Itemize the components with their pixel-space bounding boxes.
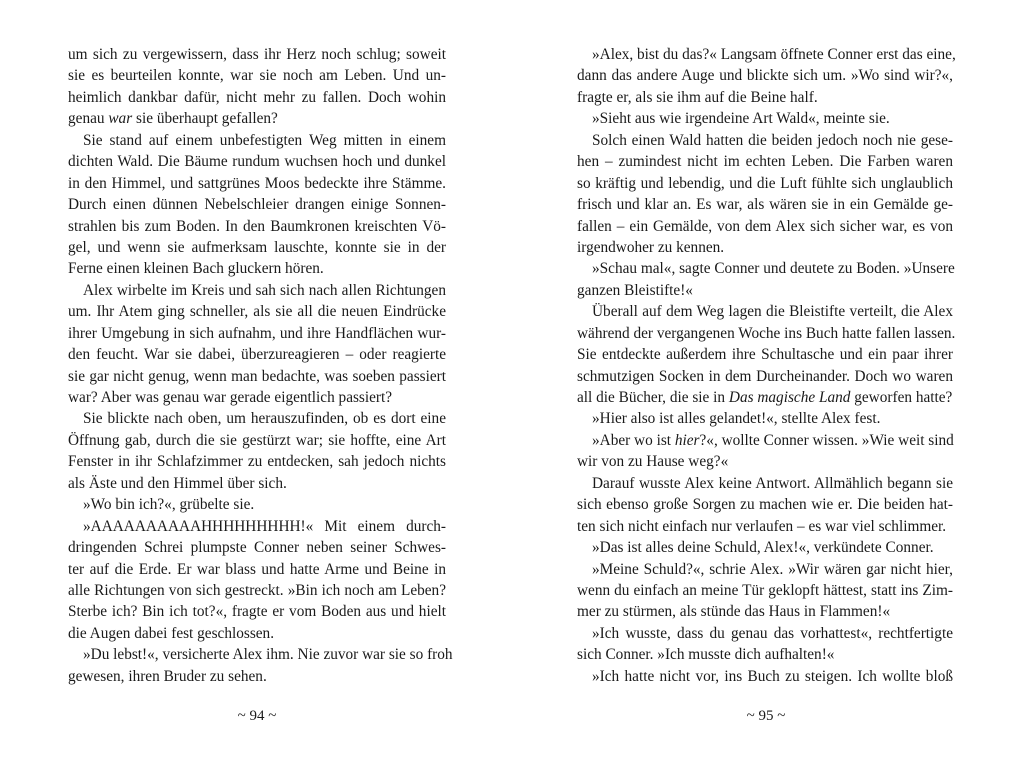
text-line xyxy=(577,366,953,387)
text-line xyxy=(68,108,446,129)
text-line xyxy=(577,237,953,258)
text-segment: frisch und klar an. Es war, als wären sie in ein Gemälde ge- xyxy=(577,196,953,214)
page-body-text xyxy=(577,44,956,687)
text-segment: so kräftig und lebendig, und die Luft fühlte sich unglaublich xyxy=(577,174,953,192)
text-segment: fragte er, als sie ihm auf die Beine half. xyxy=(577,88,818,106)
text-segment: ten sich nicht einfach nur verlaufen – es war viel schlimmer. xyxy=(577,517,947,535)
text-segment: die Augen dabei fest geschlossen. xyxy=(68,624,275,642)
text-segment: sie es beurteilen konnte, war sie noch am Leben. Und un- xyxy=(68,67,446,85)
text-line xyxy=(68,537,446,558)
text-segment: während der vergangenen Woche ins Buch hatte fallen lassen. xyxy=(577,324,956,342)
text-line xyxy=(68,494,446,515)
page-body-text xyxy=(68,44,453,687)
text-line xyxy=(577,387,953,408)
text-line xyxy=(577,516,953,537)
text-segment: all die Bücher, die sie in xyxy=(577,389,729,406)
text-line xyxy=(68,65,446,86)
text-segment: »Aber wo ist xyxy=(592,431,675,449)
text-segment: ter auf die Erde. Er war blass und hatte Arme und Beine in xyxy=(68,560,446,578)
text-segment: den feucht. War sie dabei, überzureagieren – oder reagierte xyxy=(68,346,446,364)
text-line xyxy=(68,516,446,537)
text-segment: Fenster in ihr Schlafzimmer zu entdecken, sah jedoch nichts xyxy=(68,453,446,471)
text-segment: Sie blickte nach oben, um herauszufinden, ob es dort eine xyxy=(83,410,446,428)
text-segment: Sterbe ich? Bin ich tot?«, fragte er vom Boden aus und hielt xyxy=(68,603,446,621)
text-segment: »Schau mal«, sagte Conner und deutete zu Boden. »Unsere xyxy=(592,260,955,278)
text-segment: irgendwoher zu kennen. xyxy=(577,238,725,256)
text-segment: schmutzigen Socken in dem Durcheinander. Doch wo waren xyxy=(577,367,953,385)
text-segment: in den Himmel, und sattgrünes Moos bedeckte ihre Stämme. xyxy=(68,174,446,192)
text-line xyxy=(577,494,953,515)
text-line xyxy=(577,87,953,108)
text-line xyxy=(577,151,953,172)
text-line xyxy=(577,44,956,65)
text-line xyxy=(68,44,446,65)
page-number: ~ 94 ~ xyxy=(237,708,277,724)
text-segment: Überall auf dem Weg lagen die Bleistifte verteilt, die Alex xyxy=(592,303,953,321)
text-segment: Durch einen dünnen Nebelschleier drangen einige Sonnen- xyxy=(68,196,446,214)
text-segment: »Ich wusste, dass du genau das vorhattest«, rechtfertigte xyxy=(592,624,953,642)
text-segment: strahlen bis zum Boden. In den Baumkronen kreischten Vö- xyxy=(68,217,446,235)
text-segment: »Du lebst!«, versicherte Alex ihm. Nie zuvor war sie so froh xyxy=(83,646,453,664)
text-line xyxy=(68,408,446,429)
text-line xyxy=(577,280,953,301)
text-line xyxy=(68,644,453,665)
text-line xyxy=(68,344,446,365)
text-line xyxy=(68,580,446,601)
text-segment: »Wo bin ich?«, grübelte sie. xyxy=(83,496,255,514)
text-line xyxy=(577,408,953,429)
text-line xyxy=(577,601,953,622)
text-segment: um sich zu vergewissern, dass ihr Herz noch schlug; soweit xyxy=(68,46,446,63)
text-line xyxy=(68,623,446,644)
text-line xyxy=(577,301,953,322)
text-line xyxy=(68,559,446,580)
text-segment: »Sieht aus wie irgendeine Art Wald«, meinte sie. xyxy=(592,110,890,128)
text-line xyxy=(68,366,446,387)
text-segment: dann das andere Auge und blickte sich um. »Wo sind wir?«, xyxy=(577,67,953,85)
text-segment: um. Ihr Atem ging schneller, als sie all die neuen Eindrücke xyxy=(68,303,446,321)
text-line xyxy=(68,237,446,258)
text-line xyxy=(577,666,953,687)
text-line xyxy=(68,430,446,451)
text-segment: gel, und wenn sie aufmerksam lauschte, konnte sie in der xyxy=(68,238,446,256)
text-segment: geworfen hatte? xyxy=(850,389,953,406)
text-segment: »Alex, bist du das?« Langsam öffnete Conner erst das eine, xyxy=(592,46,956,63)
text-segment: fallen – ein Gemälde, von dem Alex sich sicher war, es von xyxy=(577,217,953,235)
text-segment: »Das ist alles deine Schuld, Alex!«, verkündete Conner. xyxy=(592,539,934,557)
page-number: ~ 95 ~ xyxy=(746,708,786,724)
text-segment: sie gar nicht genug, wenn man bedachte, was soeben passiert xyxy=(68,367,446,385)
text-segment: hen – zumindest nicht im echten Leben. Die Farben waren xyxy=(577,153,953,171)
text-segment: sich ebenso große Sorgen zu machen wie er. Die beiden hat- xyxy=(577,496,953,514)
text-segment: wir von zu Hause weg?« xyxy=(577,453,729,471)
text-segment: war? Aber was genau war gerade eigentlich passiert? xyxy=(68,389,393,406)
text-line xyxy=(577,65,953,86)
text-line xyxy=(577,130,953,151)
text-line xyxy=(68,473,446,494)
text-line xyxy=(68,323,446,344)
text-line xyxy=(68,151,446,172)
text-line xyxy=(577,559,953,580)
text-line xyxy=(577,108,953,129)
text-segment: dringenden Schrei plumpste Conner neben seiner Schwes- xyxy=(68,539,446,557)
text-line xyxy=(577,344,953,365)
text-line xyxy=(68,87,446,108)
text-line xyxy=(68,301,446,322)
text-line xyxy=(577,644,953,665)
text-segment: Sie entdeckte außerdem ihre Schultasche und ein paar ihrer xyxy=(577,346,953,364)
text-line xyxy=(68,387,446,408)
text-line xyxy=(577,323,956,344)
text-segment: »Meine Schuld?«, schrie Alex. »Wir wären gar nicht hier, xyxy=(592,560,953,578)
text-segment: sie überhaupt gefallen? xyxy=(132,110,278,128)
text-segment: Alex wirbelte im Kreis und sah sich nach allen Richtungen xyxy=(83,281,446,299)
text-line xyxy=(577,451,953,472)
text-line xyxy=(68,216,446,237)
text-segment: Solch einen Wald hatten die beiden jedoch noch nie gese- xyxy=(592,131,953,149)
text-line xyxy=(577,473,953,494)
text-line xyxy=(577,216,953,237)
text-segment: als Äste und den Himmel über sich. xyxy=(68,474,287,492)
text-line xyxy=(577,430,953,451)
text-segment: dichten Wald. Die Bäume rundum wuchsen hoch und dunkel xyxy=(68,153,446,171)
italic-text: war xyxy=(108,110,133,128)
text-segment: alle Richtungen von sich gestreckt. »Bin ich noch am Leben? xyxy=(68,581,446,599)
text-segment: Öffnung gab, durch die sie gestürzt war; sie hoffte, eine Art xyxy=(68,431,446,449)
italic-text: hier xyxy=(674,431,700,449)
text-segment: heimlich dankbar dafür, nicht mehr zu fallen. Doch wohin xyxy=(68,88,446,106)
text-segment: »Hier also ist alles gelandet!«, stellte Alex fest. xyxy=(592,410,881,428)
text-line xyxy=(577,173,953,194)
text-line xyxy=(68,130,446,151)
text-segment: »AAAAAAAAAAHHHHHHHHH!« Mit einem durch- xyxy=(83,517,446,535)
text-segment: ganzen Bleistifte!« xyxy=(577,281,693,299)
text-line xyxy=(577,537,953,558)
text-line xyxy=(68,258,446,279)
text-segment: gewesen, ihren Bruder zu sehen. xyxy=(68,667,267,685)
text-segment: ?«, wollte Conner wissen. »Wie weit sind xyxy=(699,431,954,449)
text-segment: »Ich hatte nicht vor, ins Buch zu steigen. Ich wollte bloß xyxy=(592,667,953,685)
italic-text: Das magische Land xyxy=(728,389,851,406)
text-line xyxy=(68,451,446,472)
text-segment: Sie stand auf einem unbefestigten Weg mitten in einem xyxy=(83,131,446,149)
text-line xyxy=(68,280,446,301)
text-segment: Darauf wusste Alex keine Antwort. Allmählich begann sie xyxy=(592,474,953,492)
text-line xyxy=(68,666,446,687)
text-line xyxy=(68,173,446,194)
text-segment: genau xyxy=(68,110,109,128)
text-line xyxy=(577,580,953,601)
text-line xyxy=(68,194,446,215)
text-segment: mer zu stürmen, als stünde das Haus in Flammen!« xyxy=(577,603,891,621)
text-segment: wenn du einfach an meine Tür geklopft hättest, statt ins Zim- xyxy=(577,581,953,599)
text-line xyxy=(68,601,446,622)
text-line xyxy=(577,194,953,215)
text-line xyxy=(577,258,953,279)
text-line xyxy=(577,623,953,644)
text-segment: ihrer Umgebung in sich aufnahm, und ihre Handflächen wur- xyxy=(68,324,446,342)
text-segment: Ferne einen kleinen Bach gluckern hören. xyxy=(68,260,324,278)
text-segment: sich Conner. »Ich musste dich aufhalten!« xyxy=(577,646,835,664)
